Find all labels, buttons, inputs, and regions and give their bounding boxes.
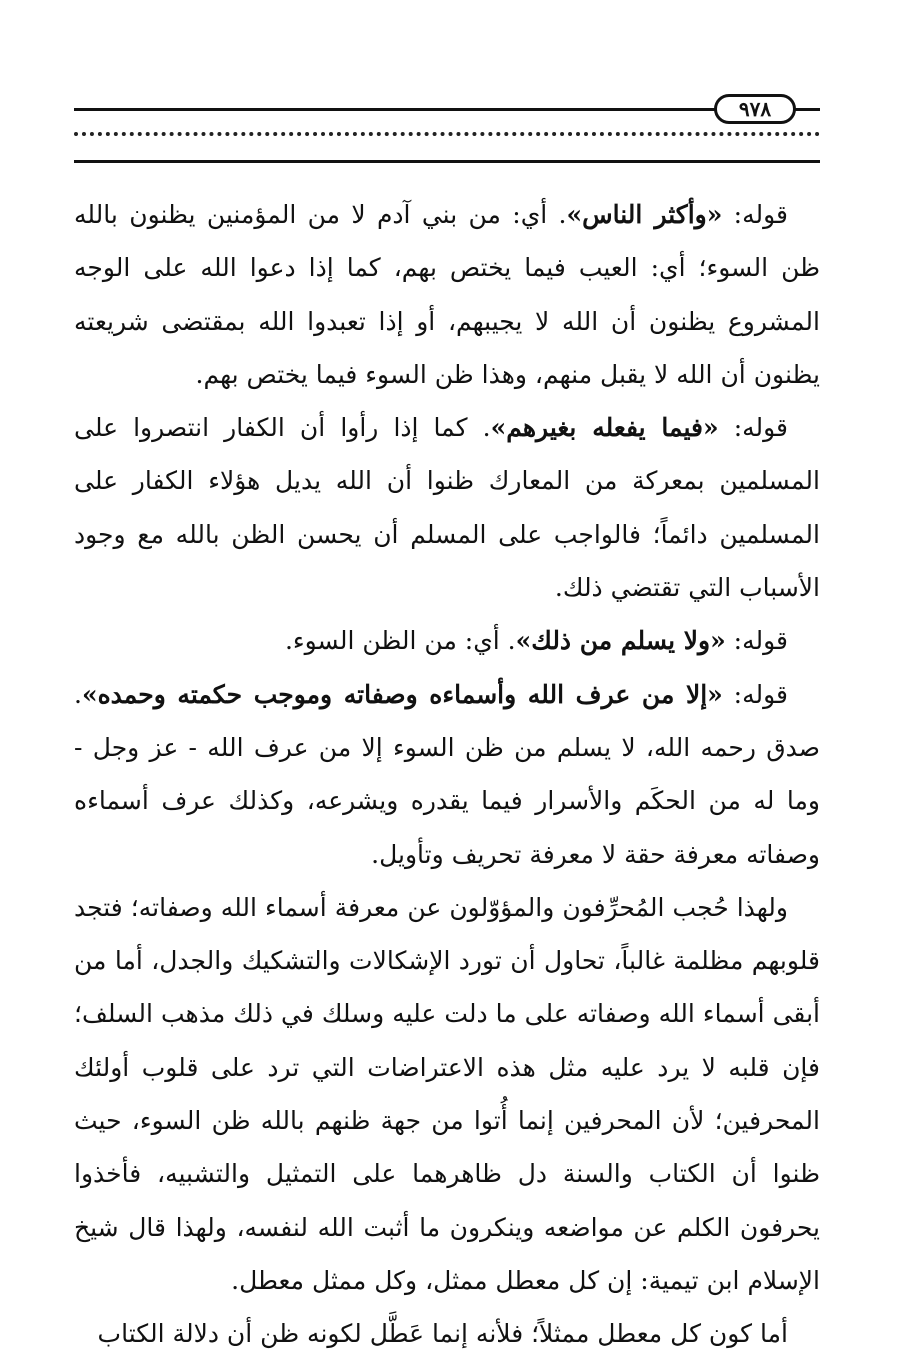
paragraph-1: قوله: «وأكثر الناس». أي: من بني آدم لا من المؤمنين يظنون بالله ظن السوء؛ أي: العيب فيما يختص بهم، كما إذا دعوا الله على الوجه المشروع يظنون أن الله لا يجيبهم، أو إذا تعبدوا الله بمقتضى شريعته يظنون أن الله لا يقبل منهم، وهذا ظن السوء فيما يختص بهم. [74, 200, 820, 389]
quoted-phrase: «فيما يفعله بغيرهم» [490, 413, 719, 443]
paragraph-4: قوله: «إلا من عرف الله وأسماءه وصفاته وموجب حكمته وحمده». صدق رحمه الله، لا يسلم من ظن السوء إلا من عرف الله - عز وجل - وما له من الحكَم والأسرار فيما يقدره ويشرعه، وكذلك عرف أسماءه وصفاته معرفة حقة لا معرفة تحريف وتأويل. [74, 679, 820, 869]
page-number-badge [714, 94, 796, 124]
quoted-phrase: «وأكثر الناس» [566, 200, 723, 229]
quoted-phrase: «إلا من عرف الله وأسماءه وصفاته وموجب حكمته وحمده» [81, 679, 723, 709]
paragraph-6: أما كون كل معطل ممثلاً؛ فلأنه إنما عَطَّل لكونه ظن أن دلالة الكتاب [97, 1319, 788, 1349]
quoted-phrase: «ولا يسلم من ذلك» [515, 626, 726, 656]
header-dotted-rule [74, 132, 820, 142]
page-number: ٩٧٨ [738, 97, 772, 121]
paragraph-2: قوله: «فيما يفعله بغيرهم». كما إذا رأوا أن الكفار انتصروا على المسلمين بمعركة من المعارك ظنوا أن الله يديل هؤلاء الكفار على المسلمين دائماً؛ فالواجب على المسلم أن يحسن الظن بالله مع وجود الأسباب التي تقتضي ذلك. [74, 413, 820, 603]
header-rule-top [74, 108, 820, 111]
header-rule-bottom [74, 160, 820, 163]
paragraph-3: قوله: «ولا يسلم من ذلك». أي: من الظن السوء. [284, 626, 788, 656]
paragraph-5: ولهذا حُجب المُحرِّفون والمؤوّلون عن معرفة أسماء الله وصفاته؛ فتجد قلوبهم مظلمة غالباً، تحاول أن تورد الإشكالات والتشكيك والجدل، أما من أبقى أسماء الله وصفاته على ما دلت عليه وسلك في ذلك مذهب السلف؛ فإن قلبه لا يرد عليه مثل هذه الاعتراضات التي ترد على قلوب أولئك المحرفين؛ لأن المحرفين إنما أُتوا من جهة ظنهم بالله ظن السوء، حيث ظنوا أن الكتاب والسنة دل ظاهرهما على التمثيل والتشبيه، فأخذوا يحرفون الكلم عن مواضعه وينكرون ما أثبت الله لنفسه، ولهذا قال شيخ الإسلام ابن تيمية: إن كل معطل ممثل، وكل ممثل معطل. [74, 892, 820, 1295]
body-text [74, 188, 820, 1361]
page-header [74, 92, 820, 172]
